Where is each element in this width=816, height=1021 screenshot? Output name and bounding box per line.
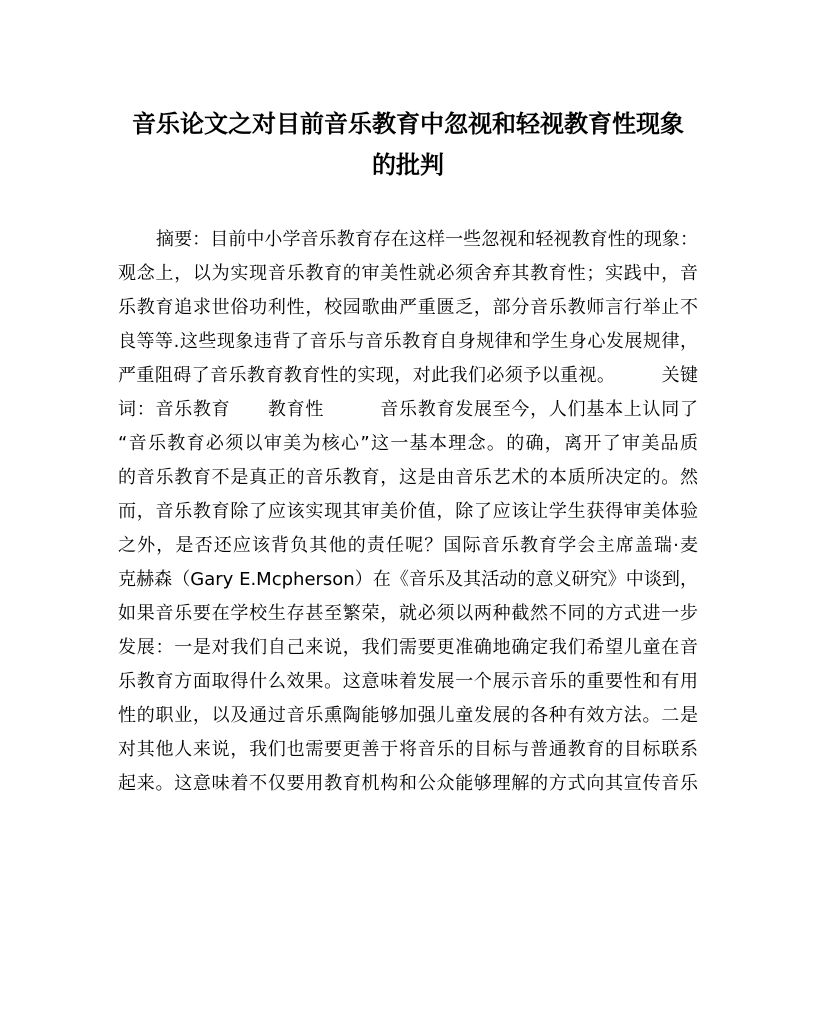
- body-line: 起来。这意味着不仅要用教育机构和公众能够理解的方式向其宣传音乐: [118, 773, 698, 794]
- body-line: 发展：一是对我们自己来说，我们需要更准确地确定我们希望儿童在音: [118, 637, 698, 658]
- body-line: 之外，是否还应该背负其他的责任呢？国际音乐教育学会主席盖瑞·麦: [118, 535, 698, 556]
- body-line: 乐教育方面取得什么效果。这意味着发展一个展示音乐的重要性和有用: [118, 671, 698, 692]
- body-line: 性的职业，以及通过音乐熏陶能够加强儿童发展的各种有效方法。二是: [118, 705, 698, 726]
- document-title-line-2: 的批判: [372, 150, 444, 179]
- body-line: 严重阻碍了音乐教育教育性的实现，对此我们必须予以重视。 关键: [118, 365, 698, 386]
- body-line: 的音乐教育不是真正的音乐教育，这是由音乐艺术的本质所决定的。然: [118, 467, 698, 488]
- body-line: “音乐教育必须以审美为核心”这一基本理念。的确，离开了审美品质: [118, 433, 698, 454]
- body-line: 良等等.这些现象违背了音乐与音乐教育自身规律和学生身心发展规律，: [118, 331, 698, 352]
- body-line: 观念上，以为实现音乐教育的审美性就必须舍弃其教育性；实践中，音: [118, 263, 698, 284]
- body-line: 如果音乐要在学校生存甚至繁荣，就必须以两种截然不同的方式进一步: [118, 603, 698, 624]
- body-line: 摘要：目前中小学音乐教育存在这样一些忽视和轻视教育性的现象：: [156, 229, 698, 250]
- body-line: 而，音乐教育除了应该实现其审美价值，除了应该让学生获得审美体验: [118, 501, 698, 522]
- body-line: 克赫森（Gary E.Mcpherson）在《音乐及其活动的意义研究》中谈到，: [118, 569, 698, 590]
- body-line: 对其他人来说，我们也需要更善于将音乐的目标与普通教育的目标联系: [118, 739, 698, 760]
- body-line: 乐教育追求世俗功利性，校园歌曲严重匮乏，部分音乐教师言行举止不: [118, 297, 698, 318]
- document-title-line-1: 音乐论文之对目前音乐教育中忽视和轻视教育性现象: [132, 109, 684, 138]
- body-line: 词：音乐教育 教育性 音乐教育发展至今，人们基本上认同了: [118, 399, 698, 420]
